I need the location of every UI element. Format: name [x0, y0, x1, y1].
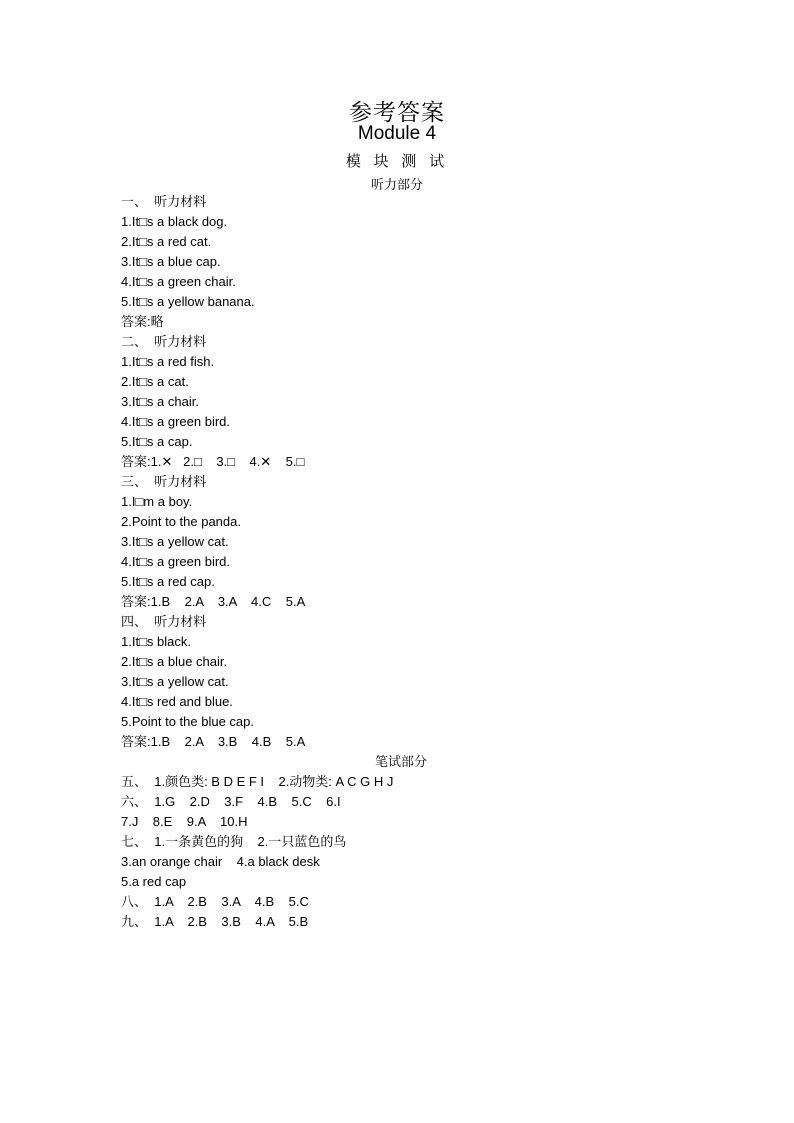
answer-line: 答案:1.✕ 2.□ 3.□ 4.✕ 5.□ — [121, 454, 305, 469]
module-title: Module 4 — [357, 123, 437, 144]
answer-line: 答案:1.B 2.A 3.B 4.B 5.A — [121, 734, 306, 749]
answer-line: 3.It□s a chair. — [121, 394, 199, 409]
answer-line: 4.It□s red and blue. — [121, 694, 233, 709]
module-test-subtitle: 模 块 测 试 — [345, 152, 449, 170]
answer-line: 2.It□s a cat. — [121, 374, 189, 389]
answer-line: 八、 1.A 2.B 3.A 4.B 5.C — [121, 894, 309, 909]
answer-line: 5.a red cap — [121, 874, 187, 889]
answer-line: 六、 1.G 2.D 3.F 4.B 5.C 6.I — [121, 794, 341, 809]
answer-line: 3.an orange chair 4.a black desk — [121, 854, 320, 869]
answer-line: 四、 听力材料 — [121, 614, 207, 629]
page-title: 参考答案 — [349, 100, 445, 126]
answer-line: 1.It□s a black dog. — [121, 214, 228, 229]
answer-line: 5.It□s a red cap. — [121, 574, 215, 589]
answer-line: 答案:略 — [121, 314, 164, 329]
answer-line: 2.It□s a red cat. — [121, 234, 212, 249]
answer-key-body — [121, 192, 681, 932]
answer-line: 5.Point to the blue cap. — [121, 714, 254, 729]
section-heading: 笔试部分 — [374, 754, 427, 769]
listening-section-heading: 听力部分 — [370, 178, 423, 193]
answer-line: 二、 听力材料 — [121, 334, 207, 349]
answer-line: 1.It□s black. — [121, 634, 191, 649]
answer-line: 五、 1.颜色类: B D E F I 2.动物类: A C G H J — [121, 774, 394, 789]
answer-line: 4.It□s a green bird. — [121, 414, 231, 429]
answer-line: 5.It□s a yellow banana. — [121, 294, 255, 309]
answer-line: 一、 听力材料 — [121, 194, 207, 209]
answer-line: 4.It□s a green chair. — [121, 274, 236, 289]
answer-line: 3.It□s a blue cap. — [121, 254, 221, 269]
answer-line: 3.It□s a yellow cat. — [121, 534, 229, 549]
answer-line: 4.It□s a green bird. — [121, 554, 231, 569]
answer-line: 5.It□s a cap. — [121, 434, 193, 449]
answer-line: 1.I□m a boy. — [121, 494, 193, 509]
answer-line: 3.It□s a yellow cat. — [121, 674, 229, 689]
answer-line: 7.J 8.E 9.A 10.H — [121, 814, 248, 829]
answer-line: 九、 1.A 2.B 3.B 4.A 5.B — [121, 914, 309, 929]
answer-line: 七、 1.一条黄色的狗 2.一只蓝色的鸟 — [121, 834, 347, 849]
answer-line: 三、 听力材料 — [121, 474, 207, 489]
answer-line: 2.Point to the panda. — [121, 514, 241, 529]
answer-line: 答案:1.B 2.A 3.A 4.C 5.A — [121, 594, 306, 609]
answer-line: 1.It□s a red fish. — [121, 354, 215, 369]
answer-line: 2.It□s a blue chair. — [121, 654, 228, 669]
